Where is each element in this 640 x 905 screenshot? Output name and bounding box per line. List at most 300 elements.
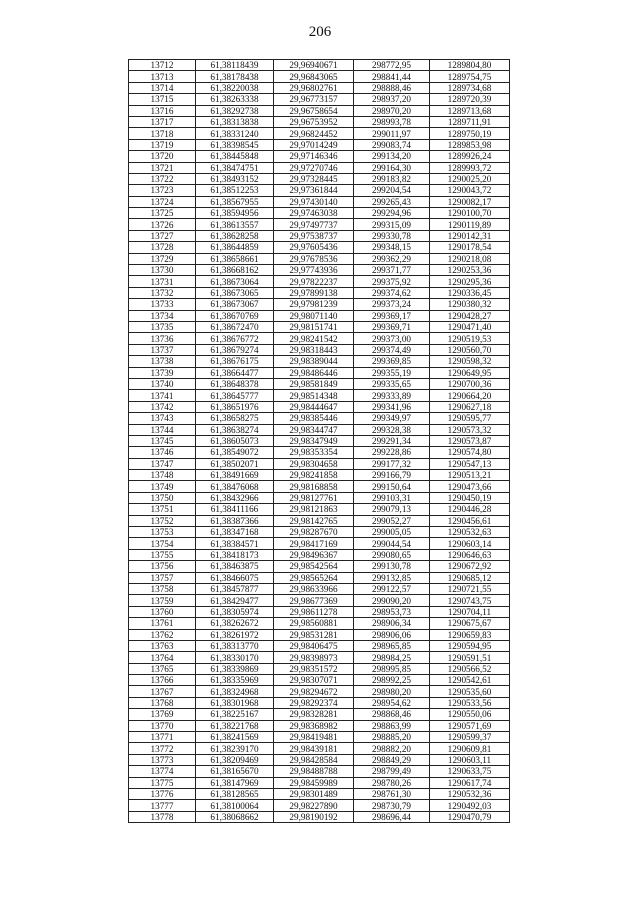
point-number-cell: 13775 [129, 777, 196, 788]
coord-x-cell: 299369,85 [354, 356, 430, 367]
point-number-cell: 13749 [129, 481, 196, 492]
coord-y-cell: 1290473,66 [430, 481, 510, 492]
coord-x-cell: 299335,65 [354, 378, 430, 389]
coord-x-cell: 298995,85 [354, 663, 430, 674]
longitude-cell: 29,98417169 [274, 538, 354, 549]
coord-y-cell: 1290547,13 [430, 458, 510, 469]
table-row [129, 208, 510, 219]
table-row [129, 162, 510, 173]
table-row [129, 470, 510, 481]
coordinates-table-body [129, 60, 510, 823]
longitude-cell: 29,98439181 [274, 743, 354, 754]
table-row [129, 629, 510, 640]
point-number-cell: 13758 [129, 583, 196, 594]
coord-y-cell: 1290573,32 [430, 424, 510, 435]
table-row [129, 595, 510, 606]
coord-x-cell: 299052,27 [354, 515, 430, 526]
point-number-cell: 13777 [129, 800, 196, 811]
point-number-cell: 13756 [129, 561, 196, 572]
coord-x-cell: 299349,97 [354, 413, 430, 424]
point-number-cell: 13774 [129, 766, 196, 777]
coord-x-cell: 298984,25 [354, 652, 430, 663]
coord-x-cell: 299330,78 [354, 230, 430, 241]
longitude-cell: 29,98444647 [274, 401, 354, 412]
table-row [129, 367, 510, 378]
longitude-cell: 29,98287670 [274, 527, 354, 538]
point-number-cell: 13727 [129, 230, 196, 241]
longitude-cell: 29,97014249 [274, 139, 354, 150]
latitude-cell: 61,38658661 [196, 253, 274, 264]
coord-x-cell: 298761,30 [354, 789, 430, 800]
point-number-cell: 13715 [129, 94, 196, 105]
coord-x-cell: 299374,49 [354, 344, 430, 355]
table-row [129, 754, 510, 765]
coord-x-cell: 299373,24 [354, 299, 430, 310]
longitude-cell: 29,97678536 [274, 253, 354, 264]
coord-y-cell: 1289853,98 [430, 139, 510, 150]
point-number-cell: 13750 [129, 492, 196, 503]
coord-y-cell: 1290609,81 [430, 743, 510, 754]
latitude-cell: 61,38463875 [196, 561, 274, 572]
longitude-cell: 29,98633966 [274, 583, 354, 594]
coord-x-cell: 299373,00 [354, 333, 430, 344]
point-number-cell: 13757 [129, 572, 196, 583]
latitude-cell: 61,38673065 [196, 287, 274, 298]
latitude-cell: 61,38339869 [196, 663, 274, 674]
latitude-cell: 61,38118439 [196, 60, 274, 71]
latitude-cell: 61,38432966 [196, 492, 274, 503]
coord-y-cell: 1290253,36 [430, 265, 510, 276]
longitude-cell: 29,98351572 [274, 663, 354, 674]
table-row [129, 299, 510, 310]
point-number-cell: 13724 [129, 196, 196, 207]
table-row [129, 732, 510, 743]
longitude-cell: 29,98459989 [274, 777, 354, 788]
coord-y-cell: 1290649,95 [430, 367, 510, 378]
coord-y-cell: 1290025,20 [430, 173, 510, 184]
point-number-cell: 13726 [129, 219, 196, 230]
longitude-cell: 29,98241542 [274, 333, 354, 344]
coord-y-cell: 1290471,40 [430, 321, 510, 332]
point-number-cell: 13763 [129, 640, 196, 651]
coord-y-cell: 1290633,75 [430, 766, 510, 777]
coord-y-cell: 1289754,75 [430, 71, 510, 82]
table-row [129, 242, 510, 253]
point-number-cell: 13734 [129, 310, 196, 321]
latitude-cell: 61,38476068 [196, 481, 274, 492]
table-row [129, 447, 510, 458]
latitude-cell: 61,38474751 [196, 162, 274, 173]
longitude-cell: 29,97270746 [274, 162, 354, 173]
coord-y-cell: 1290599,37 [430, 732, 510, 743]
longitude-cell: 29,98496367 [274, 549, 354, 560]
point-number-cell: 13778 [129, 811, 196, 822]
coord-x-cell: 299328,38 [354, 424, 430, 435]
coord-x-cell: 299265,43 [354, 196, 430, 207]
coord-x-cell: 299044,54 [354, 538, 430, 549]
coord-y-cell: 1290542,61 [430, 675, 510, 686]
coord-y-cell: 1290492,03 [430, 800, 510, 811]
table-row [129, 401, 510, 412]
longitude-cell: 29,98385446 [274, 413, 354, 424]
point-number-cell: 13746 [129, 447, 196, 458]
table-row [129, 424, 510, 435]
coord-x-cell: 299374,62 [354, 287, 430, 298]
longitude-cell: 29,98292374 [274, 697, 354, 708]
latitude-cell: 61,38335969 [196, 675, 274, 686]
point-number-cell: 13760 [129, 606, 196, 617]
coord-y-cell: 1290142,31 [430, 230, 510, 241]
point-number-cell: 13713 [129, 71, 196, 82]
coord-y-cell: 1289713,68 [430, 105, 510, 116]
longitude-cell: 29,98142765 [274, 515, 354, 526]
table-row [129, 413, 510, 424]
coord-x-cell: 299134,20 [354, 151, 430, 162]
coord-y-cell: 1290513,21 [430, 470, 510, 481]
table-row [129, 640, 510, 651]
coord-y-cell: 1290295,36 [430, 276, 510, 287]
coord-y-cell: 1290533,56 [430, 697, 510, 708]
point-number-cell: 13714 [129, 82, 196, 93]
coord-y-cell: 1290456,61 [430, 515, 510, 526]
table-row [129, 743, 510, 754]
latitude-cell: 61,38668162 [196, 265, 274, 276]
table-row [129, 766, 510, 777]
table-row [129, 458, 510, 469]
latitude-cell: 61,38429477 [196, 595, 274, 606]
coord-x-cell: 298696,44 [354, 811, 430, 822]
coord-x-cell: 299080,65 [354, 549, 430, 560]
latitude-cell: 61,38292738 [196, 105, 274, 116]
point-number-cell: 13772 [129, 743, 196, 754]
longitude-cell: 29,97497737 [274, 219, 354, 230]
table-row [129, 116, 510, 127]
coord-y-cell: 1289734,68 [430, 82, 510, 93]
point-number-cell: 13720 [129, 151, 196, 162]
longitude-cell: 29,97743936 [274, 265, 354, 276]
latitude-cell: 61,38331240 [196, 128, 274, 139]
point-number-cell: 13744 [129, 424, 196, 435]
coord-y-cell: 1290664,20 [430, 390, 510, 401]
longitude-cell: 29,96843065 [274, 71, 354, 82]
point-number-cell: 13743 [129, 413, 196, 424]
point-number-cell: 13770 [129, 720, 196, 731]
longitude-cell: 29,98227890 [274, 800, 354, 811]
coord-y-cell: 1290178,54 [430, 242, 510, 253]
table-row [129, 777, 510, 788]
longitude-cell: 29,98486446 [274, 367, 354, 378]
latitude-cell: 61,38676175 [196, 356, 274, 367]
coord-x-cell: 299315,09 [354, 219, 430, 230]
longitude-cell: 29,98318443 [274, 344, 354, 355]
latitude-cell: 61,38457877 [196, 583, 274, 594]
longitude-cell: 29,98389044 [274, 356, 354, 367]
latitude-cell: 61,38445848 [196, 151, 274, 162]
latitude-cell: 61,38672470 [196, 321, 274, 332]
table-row [129, 583, 510, 594]
coord-y-cell: 1290721,55 [430, 583, 510, 594]
longitude-cell: 29,97146346 [274, 151, 354, 162]
point-number-cell: 13755 [129, 549, 196, 560]
longitude-cell: 29,98353354 [274, 447, 354, 458]
latitude-cell: 61,38313770 [196, 640, 274, 651]
longitude-cell: 29,98151741 [274, 321, 354, 332]
longitude-cell: 29,96773157 [274, 94, 354, 105]
table-row [129, 196, 510, 207]
coord-x-cell: 298772,95 [354, 60, 430, 71]
table-row [129, 504, 510, 515]
table-row [129, 618, 510, 629]
longitude-cell: 29,96940671 [274, 60, 354, 71]
latitude-cell: 61,38638274 [196, 424, 274, 435]
longitude-cell: 29,97361844 [274, 185, 354, 196]
table-row [129, 561, 510, 572]
point-number-cell: 13753 [129, 527, 196, 538]
longitude-cell: 29,96802761 [274, 82, 354, 93]
coord-y-cell: 1290566,52 [430, 663, 510, 674]
table-row [129, 789, 510, 800]
longitude-cell: 29,98121863 [274, 504, 354, 515]
coord-y-cell: 1290532,63 [430, 527, 510, 538]
latitude-cell: 61,38651976 [196, 401, 274, 412]
point-number-cell: 13762 [129, 629, 196, 640]
longitude-cell: 29,98406475 [274, 640, 354, 651]
coord-y-cell: 1289804,80 [430, 60, 510, 71]
longitude-cell: 29,98488788 [274, 766, 354, 777]
latitude-cell: 61,38178438 [196, 71, 274, 82]
coord-y-cell: 1290627,18 [430, 401, 510, 412]
coord-x-cell: 298937,20 [354, 94, 430, 105]
point-number-cell: 13761 [129, 618, 196, 629]
latitude-cell: 61,38411166 [196, 504, 274, 515]
table-row [129, 481, 510, 492]
latitude-cell: 61,38418173 [196, 549, 274, 560]
longitude-cell: 29,97822237 [274, 276, 354, 287]
coord-x-cell: 298906,06 [354, 629, 430, 640]
longitude-cell: 29,98071140 [274, 310, 354, 321]
table-row [129, 538, 510, 549]
table-row [129, 606, 510, 617]
point-number-cell: 13765 [129, 663, 196, 674]
coord-x-cell: 299122,57 [354, 583, 430, 594]
coord-x-cell: 299005,05 [354, 527, 430, 538]
coord-y-cell: 1290573,87 [430, 435, 510, 446]
point-number-cell: 13730 [129, 265, 196, 276]
longitude-cell: 29,98304658 [274, 458, 354, 469]
point-number-cell: 13769 [129, 709, 196, 720]
longitude-cell: 29,98677369 [274, 595, 354, 606]
coord-x-cell: 299204,54 [354, 185, 430, 196]
coord-y-cell: 1290218,08 [430, 253, 510, 264]
table-row [129, 800, 510, 811]
latitude-cell: 61,38220038 [196, 82, 274, 93]
coord-x-cell: 299341,96 [354, 401, 430, 412]
latitude-cell: 61,38658275 [196, 413, 274, 424]
latitude-cell: 61,38100064 [196, 800, 274, 811]
coord-y-cell: 1290659,83 [430, 629, 510, 640]
latitude-cell: 61,38567955 [196, 196, 274, 207]
longitude-cell: 29,97981239 [274, 299, 354, 310]
latitude-cell: 61,38324968 [196, 686, 274, 697]
latitude-cell: 61,38676772 [196, 333, 274, 344]
longitude-cell: 29,98560881 [274, 618, 354, 629]
longitude-cell: 29,97899138 [274, 287, 354, 298]
coord-x-cell: 299132,85 [354, 572, 430, 583]
point-number-cell: 13729 [129, 253, 196, 264]
point-number-cell: 13764 [129, 652, 196, 663]
latitude-cell: 61,38594956 [196, 208, 274, 219]
table-row [129, 492, 510, 503]
latitude-cell: 61,38605073 [196, 435, 274, 446]
latitude-cell: 61,38384571 [196, 538, 274, 549]
point-number-cell: 13733 [129, 299, 196, 310]
longitude-cell: 29,98127761 [274, 492, 354, 503]
point-number-cell: 13731 [129, 276, 196, 287]
longitude-cell: 29,98398973 [274, 652, 354, 663]
point-number-cell: 13736 [129, 333, 196, 344]
latitude-cell: 61,38644859 [196, 242, 274, 253]
point-number-cell: 13723 [129, 185, 196, 196]
point-number-cell: 13738 [129, 356, 196, 367]
table-row [129, 344, 510, 355]
coord-x-cell: 299183,82 [354, 173, 430, 184]
point-number-cell: 13759 [129, 595, 196, 606]
coord-x-cell: 299083,74 [354, 139, 430, 150]
latitude-cell: 61,38165670 [196, 766, 274, 777]
longitude-cell: 29,97430140 [274, 196, 354, 207]
table-row [129, 173, 510, 184]
point-number-cell: 13716 [129, 105, 196, 116]
point-number-cell: 13718 [129, 128, 196, 139]
coord-y-cell: 1290336,45 [430, 287, 510, 298]
point-number-cell: 13728 [129, 242, 196, 253]
coord-x-cell: 298906,34 [354, 618, 430, 629]
latitude-cell: 61,38241569 [196, 732, 274, 743]
point-number-cell: 13719 [129, 139, 196, 150]
coord-y-cell: 1290380,32 [430, 299, 510, 310]
point-number-cell: 13771 [129, 732, 196, 743]
longitude-cell: 29,98368982 [274, 720, 354, 731]
point-number-cell: 13751 [129, 504, 196, 515]
longitude-cell: 29,97463038 [274, 208, 354, 219]
coord-x-cell: 298888,46 [354, 82, 430, 93]
coord-y-cell: 1290532,36 [430, 789, 510, 800]
table-row [129, 94, 510, 105]
latitude-cell: 61,38313838 [196, 116, 274, 127]
table-row [129, 230, 510, 241]
table-row [129, 435, 510, 446]
coord-x-cell: 299371,77 [354, 265, 430, 276]
table-row [129, 686, 510, 697]
point-number-cell: 13742 [129, 401, 196, 412]
latitude-cell: 61,38225167 [196, 709, 274, 720]
coord-x-cell: 298993,78 [354, 116, 430, 127]
point-number-cell: 13735 [129, 321, 196, 332]
longitude-cell: 29,98347949 [274, 435, 354, 446]
coord-y-cell: 1290743,75 [430, 595, 510, 606]
table-row [129, 663, 510, 674]
point-number-cell: 13721 [129, 162, 196, 173]
latitude-cell: 61,38330170 [196, 652, 274, 663]
table-row [129, 356, 510, 367]
coord-x-cell: 298849,29 [354, 754, 430, 765]
coord-x-cell: 299291,34 [354, 435, 430, 446]
point-number-cell: 13740 [129, 378, 196, 389]
longitude-cell: 29,98301489 [274, 789, 354, 800]
coord-y-cell: 1290043,72 [430, 185, 510, 196]
point-number-cell: 13722 [129, 173, 196, 184]
point-number-cell: 13776 [129, 789, 196, 800]
longitude-cell: 29,98344747 [274, 424, 354, 435]
coord-y-cell: 1290595,77 [430, 413, 510, 424]
coord-x-cell: 299369,71 [354, 321, 430, 332]
coord-x-cell: 299103,31 [354, 492, 430, 503]
table-row [129, 549, 510, 560]
point-number-cell: 13767 [129, 686, 196, 697]
coord-x-cell: 298841,44 [354, 71, 430, 82]
coord-x-cell: 299130,78 [354, 561, 430, 572]
coord-x-cell: 299164,30 [354, 162, 430, 173]
point-number-cell: 13745 [129, 435, 196, 446]
point-number-cell: 13712 [129, 60, 196, 71]
point-number-cell: 13732 [129, 287, 196, 298]
latitude-cell: 61,38628258 [196, 230, 274, 241]
coord-x-cell: 299166,79 [354, 470, 430, 481]
table-row [129, 321, 510, 332]
coord-y-cell: 1289926,24 [430, 151, 510, 162]
coord-y-cell: 1290535,60 [430, 686, 510, 697]
table-row [129, 390, 510, 401]
table-row [129, 697, 510, 708]
coord-x-cell: 298953,73 [354, 606, 430, 617]
coord-x-cell: 298970,20 [354, 105, 430, 116]
point-number-cell: 13717 [129, 116, 196, 127]
longitude-cell: 29,98542564 [274, 561, 354, 572]
latitude-cell: 61,38491669 [196, 470, 274, 481]
coord-y-cell: 1290571,69 [430, 720, 510, 731]
latitude-cell: 61,38512253 [196, 185, 274, 196]
latitude-cell: 61,38128565 [196, 789, 274, 800]
coord-y-cell: 1290450,19 [430, 492, 510, 503]
coord-y-cell: 1290550,06 [430, 709, 510, 720]
table-row [129, 139, 510, 150]
coord-y-cell: 1290675,67 [430, 618, 510, 629]
coord-x-cell: 298868,46 [354, 709, 430, 720]
table-row [129, 709, 510, 720]
table-row [129, 572, 510, 583]
latitude-cell: 61,38305974 [196, 606, 274, 617]
table-row [129, 287, 510, 298]
coord-x-cell: 299362,29 [354, 253, 430, 264]
latitude-cell: 61,38398545 [196, 139, 274, 150]
coord-x-cell: 298863,99 [354, 720, 430, 731]
coord-x-cell: 298780,26 [354, 777, 430, 788]
point-number-cell: 13748 [129, 470, 196, 481]
table-row [129, 253, 510, 264]
table-row [129, 515, 510, 526]
table-row [129, 128, 510, 139]
longitude-cell: 29,98581849 [274, 378, 354, 389]
coord-y-cell: 1290574,80 [430, 447, 510, 458]
latitude-cell: 61,38261972 [196, 629, 274, 640]
coord-x-cell: 298980,20 [354, 686, 430, 697]
table-row [129, 71, 510, 82]
coord-y-cell: 1290519,53 [430, 333, 510, 344]
point-number-cell: 13725 [129, 208, 196, 219]
coord-x-cell: 299369,17 [354, 310, 430, 321]
latitude-cell: 61,38549072 [196, 447, 274, 458]
latitude-cell: 61,38670769 [196, 310, 274, 321]
